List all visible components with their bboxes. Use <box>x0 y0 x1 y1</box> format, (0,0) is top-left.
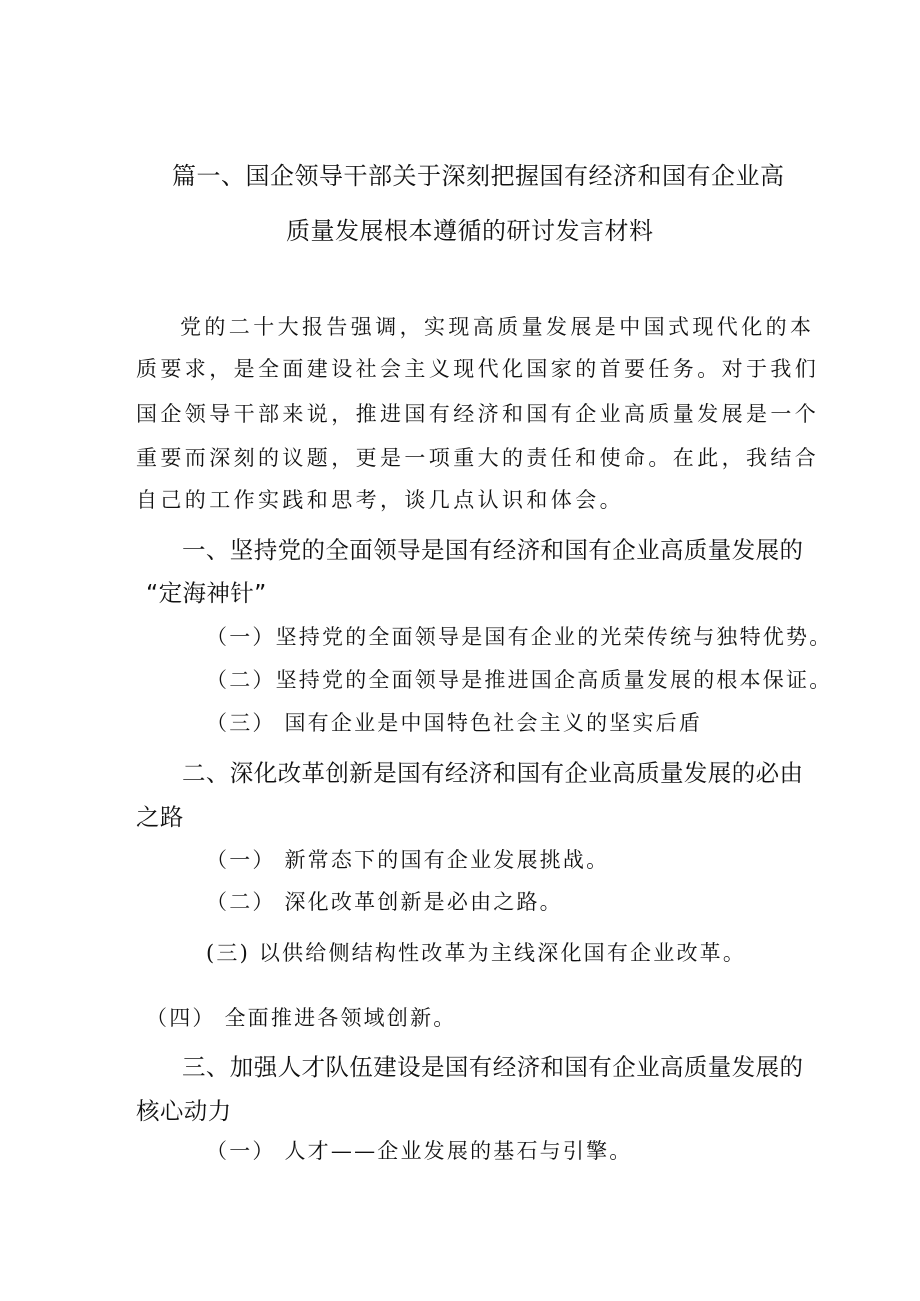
section-2-heading-line-2: 之路 <box>136 803 184 831</box>
intro-line-4: 重要而深刻的议题，更是一项重大的责任和使命。在此，我结合 <box>136 446 820 470</box>
intro-line-2: 质要求，是全面建设社会主义现代化国家的首要任务。对于我们 <box>136 357 820 381</box>
intro-line-3: 国企领导干部来说，推进国有经济和国有企业高质量发展是一个 <box>136 402 820 426</box>
section-1-item-3: （三） 国有企业是中国特色社会主义的坚实后盾 <box>206 711 703 735</box>
section-2-item-3: (三) 以供给侧结构性改革为主线深化国有企业改革。 <box>206 941 747 965</box>
intro-line-5: 自己的工作实践和思考，谈几点认识和体会。 <box>136 488 624 512</box>
section-1-heading-line-1: 一、坚持党的全面领导是国有经济和国有企业高质量发展的 <box>182 536 804 564</box>
section-1-item-2: （二）坚持党的全面领导是推进国企高质量发展的根本保证。 <box>206 668 833 692</box>
title-line-2: 质量发展根本遵循的研讨发言材料 <box>286 217 654 245</box>
section-1-item-1: （一）坚持党的全面领导是国有企业的光荣传统与独特优势。 <box>206 625 833 649</box>
section-2-heading-line-1: 二、深化改革创新是国有经济和国有企业高质量发展的必由 <box>182 759 804 787</box>
section-1-heading-line-2: “定海神针” <box>146 579 267 607</box>
section-3-heading-line-2: 核心动力 <box>136 1097 232 1125</box>
section-3-item-1: （一） 人才——企业发展的基石与引擎。 <box>206 1139 633 1163</box>
intro-line-1: 党的二十大报告强调，实现高质量发展是中国式现代化的本 <box>180 315 815 339</box>
title-line-1: 篇一、国企领导干部关于深刻把握国有经济和国有企业高 <box>172 162 785 190</box>
section-3-heading-line-1: 三、加强人才队伍建设是国有经济和国有企业高质量发展的 <box>182 1053 804 1081</box>
section-2-item-4: （四） 全面推进各领域创新。 <box>146 1006 457 1030</box>
section-2-item-1: （一） 新常态下的国有企业发展挑战。 <box>206 848 610 872</box>
section-2-item-2: （二） 深化改革创新是必由之路。 <box>206 890 563 914</box>
